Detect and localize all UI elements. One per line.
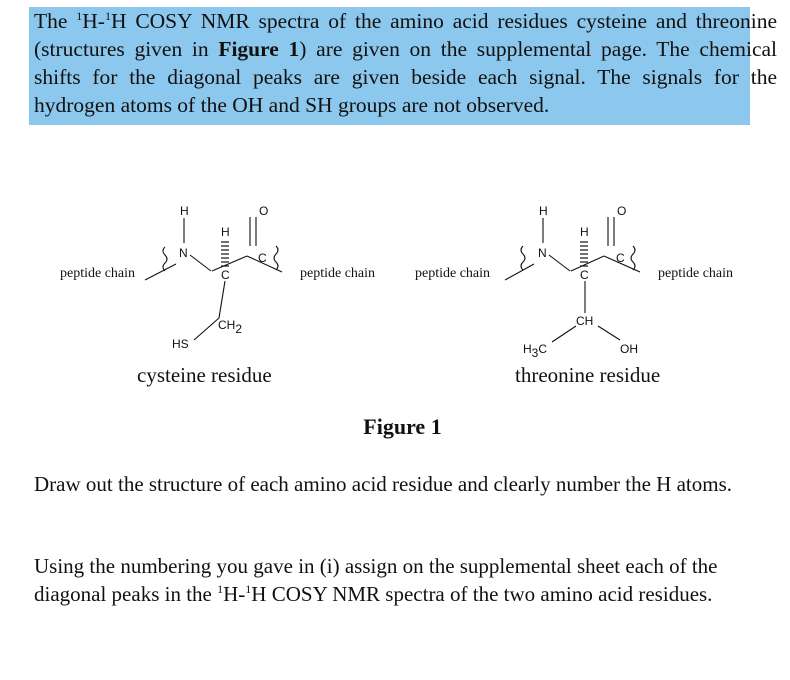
peptide-chain-right-2: peptide chain	[658, 266, 734, 281]
carbonyl-carbon-label-2: C	[616, 251, 625, 265]
figure-1-structures	[0, 180, 790, 410]
threonine-structure	[505, 217, 640, 342]
alpha-carbon-label: C	[221, 268, 230, 282]
q2-text-1: Using the numbering you gave in (i) assign on the supplemental sheet each of the diagonal peaks in the	[34, 554, 718, 606]
intro-paragraph	[34, 7, 777, 119]
squiggle-right	[274, 246, 278, 270]
figure-reference: Figure 1	[218, 37, 300, 61]
intro-text-4: ) are given on the supplemental page. The chemical shifts for the diagonal peaks are given beside each signal. The signals for the hydrogen atoms of the OH and SH groups are not observed.	[34, 37, 778, 117]
oh-label: OH	[620, 342, 638, 356]
carbonyl-oxygen-label: O	[259, 204, 269, 218]
alpha-hydrogen-label-2: H	[580, 225, 589, 239]
squiggle-left	[163, 247, 167, 271]
intro-superscript-2: 1	[104, 9, 111, 23]
figure-title: Figure 1	[363, 414, 442, 439]
peptide-chain-right-1: peptide chain	[300, 266, 376, 281]
q2-text-2: H-	[223, 582, 246, 606]
cysteine-structure	[145, 217, 282, 340]
carbonyl-oxygen-label-2: O	[617, 204, 627, 218]
q2-text-3: H COSY NMR spectra of the two amino acid residues.	[251, 582, 713, 606]
q2-superscript-2: 1	[245, 582, 252, 596]
peptide-chain-left-2: peptide chain	[415, 266, 491, 281]
carbonyl-carbon-label: C	[258, 251, 267, 265]
alpha-hydrogen-label: H	[221, 225, 230, 239]
squiggle-right-2	[631, 246, 635, 270]
nitrogen-label-2: N	[538, 246, 547, 260]
cysteine-caption: cysteine residue	[137, 363, 272, 387]
nitrogen-label: N	[179, 246, 188, 260]
question-2-text	[34, 552, 774, 608]
intro-text-1: The	[34, 9, 77, 33]
n-hydrogen-label-2: H	[539, 204, 548, 218]
intro-text-3: H COSY NMR spectra of the amino acid residues cysteine and threonine (structures given in	[34, 9, 777, 61]
n-hydrogen-label: H	[180, 204, 189, 218]
squiggle-left-2	[521, 246, 525, 270]
alpha-hash-bond-left	[221, 242, 229, 266]
h3c-label: H3C	[523, 342, 548, 360]
hs-label: HS	[172, 337, 189, 351]
intro-superscript-1: 1	[76, 9, 83, 23]
question-1-text: Draw out the structure of each amino acid residue and clearly number the H atoms.	[34, 472, 732, 496]
threonine-caption: threonine residue	[515, 363, 661, 387]
ch-label: CH	[576, 314, 594, 328]
ch2-label: CH2	[218, 318, 243, 336]
q2-superscript-1: 1	[217, 582, 224, 596]
peptide-chain-left-1: peptide chain	[60, 266, 136, 281]
alpha-hash-bond-right	[580, 242, 588, 266]
intro-text-2: H-	[82, 9, 105, 33]
alpha-carbon-label-2: C	[580, 268, 589, 282]
